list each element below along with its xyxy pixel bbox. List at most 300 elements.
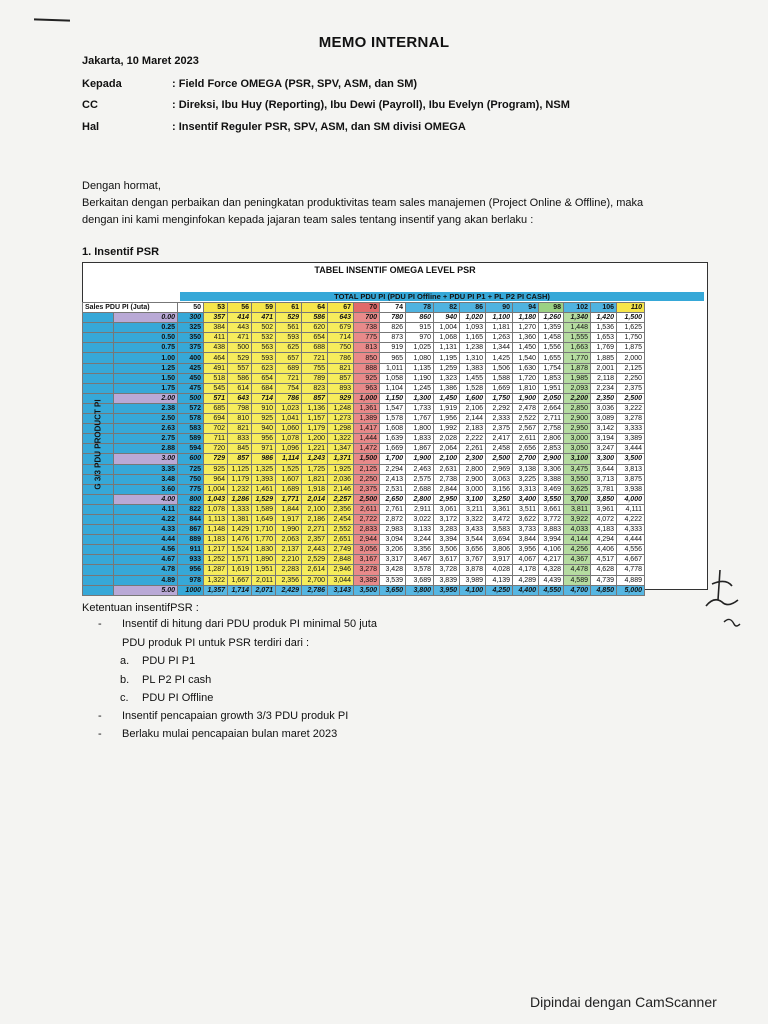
table-cell: 1,263 bbox=[486, 333, 513, 343]
table-cell: 2,700 bbox=[302, 575, 328, 585]
table-cell: 4,222 bbox=[617, 514, 645, 524]
table-cell: 643 bbox=[228, 393, 252, 403]
table-cell: 3,056 bbox=[354, 545, 380, 555]
table-cell: 3,617 bbox=[434, 555, 460, 565]
table-cell: 1,104 bbox=[380, 383, 406, 393]
side-cell bbox=[83, 383, 114, 393]
table-cell: 2,443 bbox=[302, 545, 328, 555]
table-cell: 1,710 bbox=[252, 525, 276, 535]
table-cell: 1,844 bbox=[276, 504, 302, 514]
table-cell: 1,243 bbox=[302, 454, 328, 464]
table-cell: 689 bbox=[276, 363, 302, 373]
pi-value-cell: 4.78 bbox=[113, 565, 177, 575]
base-cell: 911 bbox=[178, 545, 204, 555]
table-cell: 3,938 bbox=[617, 484, 645, 494]
table-cell: 4,100 bbox=[460, 585, 486, 595]
table-cell: 1,867 bbox=[406, 444, 434, 454]
table-cell: 2,552 bbox=[328, 525, 354, 535]
sub-b-text: PL P2 PI cash bbox=[142, 674, 212, 686]
table-cell: 1,360 bbox=[513, 333, 539, 343]
base-cell: 978 bbox=[178, 575, 204, 585]
table-row bbox=[83, 565, 645, 575]
table-cell: 919 bbox=[380, 343, 406, 353]
table-cell: 3,194 bbox=[591, 434, 617, 444]
table-cell: 2,200 bbox=[564, 393, 591, 403]
table-cell: 2,100 bbox=[302, 504, 328, 514]
table-row bbox=[83, 403, 645, 413]
table-cell: 2,210 bbox=[276, 555, 302, 565]
table-cell: 700 bbox=[354, 313, 380, 323]
table-cell: 2,700 bbox=[513, 454, 539, 464]
table-cell: 702 bbox=[204, 424, 228, 434]
table-cell: 1,286 bbox=[228, 494, 252, 504]
table-cell: 965 bbox=[380, 353, 406, 363]
table-cell: 2,375 bbox=[486, 424, 513, 434]
table-cell: 2,413 bbox=[380, 474, 406, 484]
table-cell: 1,649 bbox=[252, 514, 276, 524]
table-cell: 3,694 bbox=[486, 535, 513, 545]
table-cell: 775 bbox=[354, 333, 380, 343]
side-cell bbox=[83, 525, 114, 535]
table-cell: 1,547 bbox=[380, 403, 406, 413]
table-cell: 1,245 bbox=[406, 383, 434, 393]
table-cell: 2,500 bbox=[486, 454, 513, 464]
table-cell: 888 bbox=[354, 363, 380, 373]
table-cell: 2,064 bbox=[434, 444, 460, 454]
table-cell: 1,951 bbox=[252, 565, 276, 575]
table-cell: 857 bbox=[228, 454, 252, 464]
table-cell: 3,578 bbox=[406, 565, 434, 575]
side-cell bbox=[83, 373, 114, 383]
table-cell: 1,389 bbox=[354, 414, 380, 424]
base-cell: 889 bbox=[178, 535, 204, 545]
pen-mark bbox=[34, 18, 70, 21]
pi-value-cell: 2.00 bbox=[113, 393, 177, 403]
table-row bbox=[83, 585, 645, 595]
column-header: 56 bbox=[228, 303, 252, 313]
table-row bbox=[83, 393, 645, 403]
subject-value: : Insentif Reguler PSR, SPV, ASM, dan SM divisi OMEGA bbox=[172, 121, 466, 133]
table-cell: 1,417 bbox=[354, 424, 380, 434]
table-cell: 1,325 bbox=[252, 464, 276, 474]
table-cell: 4,628 bbox=[591, 565, 617, 575]
table-cell: 1,060 bbox=[276, 424, 302, 434]
table-row bbox=[83, 454, 645, 464]
table-cell: 3,100 bbox=[460, 494, 486, 504]
table-cell: 694 bbox=[204, 414, 228, 424]
table-cell: 1,725 bbox=[302, 464, 328, 474]
table-cell: 2,911 bbox=[406, 504, 434, 514]
table-cell: 1,667 bbox=[228, 575, 252, 585]
table-cell: 3,172 bbox=[434, 514, 460, 524]
table-cell: 1,361 bbox=[354, 403, 380, 413]
table-cell: 1,180 bbox=[513, 313, 539, 323]
table-cell: 3,063 bbox=[486, 474, 513, 484]
table-cell: 3,300 bbox=[591, 454, 617, 464]
table-cell: 929 bbox=[328, 393, 354, 403]
table-cell: 3,475 bbox=[564, 464, 591, 474]
table-cell: 1,639 bbox=[380, 434, 406, 444]
column-header: 102 bbox=[564, 303, 591, 313]
sub-c-marker: c. bbox=[120, 692, 129, 704]
table-cell: 3,506 bbox=[434, 545, 460, 555]
table-cell: 721 bbox=[302, 353, 328, 363]
base-cell: 375 bbox=[178, 343, 204, 353]
table-cell: 1,041 bbox=[276, 414, 302, 424]
table-cell: 2,969 bbox=[486, 464, 513, 474]
table-row bbox=[83, 494, 645, 504]
pi-value-cell: 1.75 bbox=[113, 383, 177, 393]
table-cell: 3,142 bbox=[591, 424, 617, 434]
table-cell: 1,669 bbox=[380, 444, 406, 454]
table-cell: 1,025 bbox=[406, 343, 434, 353]
pi-value-cell: 2.75 bbox=[113, 434, 177, 444]
table-cell: 3,222 bbox=[617, 403, 645, 413]
table-cell: 529 bbox=[276, 313, 302, 323]
table-cell: 1,771 bbox=[276, 494, 302, 504]
table-cell: 1,004 bbox=[434, 323, 460, 333]
table-cell: 4,144 bbox=[564, 535, 591, 545]
table-cell: 1,238 bbox=[460, 343, 486, 353]
table-cell: 1,114 bbox=[276, 454, 302, 464]
side-cell bbox=[83, 514, 114, 524]
table-cell: 1,259 bbox=[434, 363, 460, 373]
table-cell: 1,472 bbox=[354, 444, 380, 454]
table-cell: 1,157 bbox=[302, 414, 328, 424]
table-cell: 4,250 bbox=[486, 585, 513, 595]
table-cell: 3,544 bbox=[460, 535, 486, 545]
table-cell: 754 bbox=[276, 383, 302, 393]
table-cell: 2,651 bbox=[328, 535, 354, 545]
table-cell: 1,448 bbox=[564, 323, 591, 333]
table-cell: 3,388 bbox=[539, 474, 564, 484]
table-cell: 2,357 bbox=[302, 535, 328, 545]
table-cell: 643 bbox=[328, 313, 354, 323]
pi-value-cell: 4.67 bbox=[113, 555, 177, 565]
table-cell: 3,500 bbox=[617, 454, 645, 464]
note-bullet-3: Berlaku mulai pencapaian bulan maret 2023 bbox=[122, 728, 338, 740]
table-cell: 1,885 bbox=[591, 353, 617, 363]
table-cell: 755 bbox=[302, 363, 328, 373]
table-cell: 2,356 bbox=[276, 575, 302, 585]
table-cell: 1,221 bbox=[302, 444, 328, 454]
table-cell: 1,300 bbox=[406, 393, 434, 403]
pi-value-cell: 2.38 bbox=[113, 403, 177, 413]
table-cell: 1,540 bbox=[513, 353, 539, 363]
table-cell: 2,722 bbox=[354, 514, 380, 524]
cc-label: CC bbox=[82, 99, 98, 111]
table-cell: 3,389 bbox=[354, 575, 380, 585]
base-cell: 822 bbox=[178, 504, 204, 514]
table-cell: 3,278 bbox=[617, 414, 645, 424]
table-cell: 1,359 bbox=[539, 323, 564, 333]
table-cell: 1,571 bbox=[228, 555, 252, 565]
table-cell: 679 bbox=[328, 323, 354, 333]
table-cell: 3,917 bbox=[486, 555, 513, 565]
table-cell: 845 bbox=[228, 444, 252, 454]
side-cell bbox=[83, 585, 114, 595]
table-cell: 1,767 bbox=[406, 414, 434, 424]
table-cell: 545 bbox=[204, 383, 228, 393]
table-cell: 557 bbox=[228, 363, 252, 373]
section-heading: 1. Insentif PSR bbox=[82, 246, 160, 258]
table-cell: 1,450 bbox=[513, 343, 539, 353]
column-header: 74 bbox=[380, 303, 406, 313]
table-cell: 2,417 bbox=[486, 434, 513, 444]
table-cell: 873 bbox=[380, 333, 406, 343]
table-cell: 1,853 bbox=[539, 373, 564, 383]
table-cell: 518 bbox=[204, 373, 228, 383]
table-cell: 789 bbox=[302, 373, 328, 383]
table-cell: 1,136 bbox=[302, 403, 328, 413]
table-row bbox=[83, 575, 645, 585]
table-cell: 1,386 bbox=[434, 383, 460, 393]
table-cell: 561 bbox=[276, 323, 302, 333]
table-row bbox=[83, 484, 645, 494]
table-cell: 3,500 bbox=[354, 585, 380, 595]
table-cell: 1,096 bbox=[276, 444, 302, 454]
table-cell: 1,875 bbox=[617, 343, 645, 353]
table-cell: 1,135 bbox=[406, 363, 434, 373]
table-cell: 1,323 bbox=[434, 373, 460, 383]
table-cell: 2,529 bbox=[302, 555, 328, 565]
column-header: 94 bbox=[513, 303, 539, 313]
note-bullet-2: Insentif pencapaian growth 3/3 PDU produk PI bbox=[122, 710, 349, 722]
table-row bbox=[83, 434, 645, 444]
table-cell: 471 bbox=[252, 313, 276, 323]
column-header: 106 bbox=[591, 303, 617, 313]
table-cell: 2,454 bbox=[328, 514, 354, 524]
table-cell: 4,550 bbox=[539, 585, 564, 595]
table-cell: 4,667 bbox=[617, 555, 645, 565]
column-header: 90 bbox=[486, 303, 513, 313]
table-cell: 738 bbox=[354, 323, 380, 333]
table-cell: 2,036 bbox=[328, 474, 354, 484]
table-cell: 1,023 bbox=[276, 403, 302, 413]
table-cell: 593 bbox=[252, 353, 276, 363]
side-cell bbox=[83, 363, 114, 373]
base-cell: 350 bbox=[178, 333, 204, 343]
table-cell: 940 bbox=[434, 313, 460, 323]
table-cell: 2,011 bbox=[252, 575, 276, 585]
table-cell: 971 bbox=[252, 444, 276, 454]
column-header: 59 bbox=[252, 303, 276, 313]
table-cell: 3,700 bbox=[564, 494, 591, 504]
table-cell: 720 bbox=[204, 444, 228, 454]
table-cell: 4,106 bbox=[539, 545, 564, 555]
table-cell: 4,256 bbox=[564, 545, 591, 555]
table-cell: 3,467 bbox=[406, 555, 434, 565]
table-cell: 2,050 bbox=[539, 393, 564, 403]
note-bullet-1: Insentif di hitung dari PDU produk PI minimal 50 juta bbox=[122, 618, 377, 630]
table-cell: 1,754 bbox=[539, 363, 564, 373]
side-cell bbox=[83, 545, 114, 555]
table-cell: 1,100 bbox=[486, 313, 513, 323]
table-cell: 2,800 bbox=[406, 494, 434, 504]
column-header: 78 bbox=[406, 303, 434, 313]
table-cell: 1,461 bbox=[252, 484, 276, 494]
table-cell: 3,539 bbox=[380, 575, 406, 585]
base-cell: 933 bbox=[178, 555, 204, 565]
table-cell: 1,190 bbox=[406, 373, 434, 383]
table-cell: 1,425 bbox=[486, 353, 513, 363]
table-cell: 2,458 bbox=[486, 444, 513, 454]
table-cell: 1,506 bbox=[486, 363, 513, 373]
base-cell: 725 bbox=[178, 464, 204, 474]
table-cell: 3,469 bbox=[539, 484, 564, 494]
scanner-watermark: Dipindai dengan CamScanner bbox=[530, 994, 717, 1010]
table-cell: 1,630 bbox=[513, 363, 539, 373]
table-cell: 1,217 bbox=[204, 545, 228, 555]
table-cell: 1,810 bbox=[513, 383, 539, 393]
table-cell: 3,994 bbox=[539, 535, 564, 545]
table-cell: 1,322 bbox=[328, 434, 354, 444]
table-cell: 2,144 bbox=[460, 414, 486, 424]
table-cell: 3,167 bbox=[354, 555, 380, 565]
table-cell: 786 bbox=[276, 393, 302, 403]
table-cell: 956 bbox=[252, 434, 276, 444]
column-header: 64 bbox=[302, 303, 328, 313]
table-cell: 1,383 bbox=[460, 363, 486, 373]
table-cell: 826 bbox=[380, 323, 406, 333]
column-header: 61 bbox=[276, 303, 302, 313]
table-cell: 1,669 bbox=[486, 383, 513, 393]
base-cell: 300 bbox=[178, 313, 204, 323]
side-cell bbox=[83, 333, 114, 343]
memo-date: Jakarta, 10 Maret 2023 bbox=[82, 55, 199, 67]
table-cell: 2,611 bbox=[513, 434, 539, 444]
table-cell: 925 bbox=[204, 464, 228, 474]
table-cell: 3,428 bbox=[380, 565, 406, 575]
table-row bbox=[83, 353, 645, 363]
side-cell bbox=[83, 565, 114, 575]
table-cell: 2,429 bbox=[276, 585, 302, 595]
column-header: 53 bbox=[204, 303, 228, 313]
table-cell: 1,381 bbox=[228, 514, 252, 524]
table-cell: 4,294 bbox=[591, 535, 617, 545]
table-cell: 3,583 bbox=[486, 525, 513, 535]
table-cell: 1,340 bbox=[564, 313, 591, 323]
table-cell: 3,813 bbox=[617, 464, 645, 474]
table-row bbox=[83, 383, 645, 393]
table-cell: 414 bbox=[228, 313, 252, 323]
table-cell: 2,350 bbox=[591, 393, 617, 403]
table-cell: 3,050 bbox=[564, 444, 591, 454]
table-cell: 2,650 bbox=[380, 494, 406, 504]
table-cell: 1,830 bbox=[252, 545, 276, 555]
table-cell: 3,089 bbox=[591, 414, 617, 424]
table-cell: 1,273 bbox=[328, 414, 354, 424]
table-cell: 2,183 bbox=[460, 424, 486, 434]
table-cell: 750 bbox=[328, 343, 354, 353]
table-cell: 3,644 bbox=[591, 464, 617, 474]
table-title: TABEL INSENTIF OMEGA LEVEL PSR bbox=[314, 265, 476, 275]
notes-heading: Ketentuan insentifPSR : bbox=[82, 602, 199, 614]
table-row bbox=[83, 545, 645, 555]
table-cell: 2,522 bbox=[513, 414, 539, 424]
table-cell: 1,700 bbox=[380, 454, 406, 464]
table-cell: 3,875 bbox=[617, 474, 645, 484]
table-cell: 1,393 bbox=[252, 474, 276, 484]
table-cell: 1,058 bbox=[380, 373, 406, 383]
pi-value-cell: 2.50 bbox=[113, 414, 177, 424]
table-cell: 786 bbox=[328, 353, 354, 363]
table-cell: 798 bbox=[228, 403, 252, 413]
table-cell: 1,011 bbox=[380, 363, 406, 373]
table-cell: 3,244 bbox=[406, 535, 434, 545]
table-cell: 1,420 bbox=[591, 313, 617, 323]
table-cell: 586 bbox=[228, 373, 252, 383]
table-cell: 857 bbox=[328, 373, 354, 383]
table-cell: 3,306 bbox=[539, 464, 564, 474]
bullet-dash: - bbox=[98, 728, 102, 740]
table-cell: 4,406 bbox=[591, 545, 617, 555]
column-header: 86 bbox=[460, 303, 486, 313]
table-cell: 3,061 bbox=[434, 504, 460, 514]
table-cell: 3,022 bbox=[406, 514, 434, 524]
table-cell: 1,750 bbox=[486, 393, 513, 403]
table-cell: 3,781 bbox=[591, 484, 617, 494]
table-cell: 2,900 bbox=[539, 454, 564, 464]
table-cell: 1,150 bbox=[380, 393, 406, 403]
sub-c-text: PDU PI Offline bbox=[142, 692, 214, 704]
table-cell: 2,375 bbox=[354, 484, 380, 494]
to-label: Kepada bbox=[82, 78, 122, 90]
table-cell: 2,761 bbox=[380, 504, 406, 514]
column-header: 50 bbox=[178, 303, 204, 313]
table-row bbox=[83, 504, 645, 514]
pi-value-cell: 2.88 bbox=[113, 444, 177, 454]
table-row bbox=[83, 333, 645, 343]
table-cell: 3,728 bbox=[434, 565, 460, 575]
table-cell: 1,985 bbox=[564, 373, 591, 383]
table-cell: 2,738 bbox=[434, 474, 460, 484]
table-cell: 1,148 bbox=[204, 525, 228, 535]
table-cell: 2,125 bbox=[617, 363, 645, 373]
table-cell: 2,833 bbox=[354, 525, 380, 535]
side-cell bbox=[83, 575, 114, 585]
table-cell: 925 bbox=[252, 414, 276, 424]
table-row bbox=[83, 414, 645, 424]
side-label bbox=[88, 400, 102, 500]
table-cell: 1,429 bbox=[228, 525, 252, 535]
table-cell: 654 bbox=[302, 333, 328, 343]
table-cell: 3,811 bbox=[564, 504, 591, 514]
table-cell: 2,261 bbox=[460, 444, 486, 454]
table-cell: 1,589 bbox=[252, 504, 276, 514]
table-cell: 1,444 bbox=[354, 434, 380, 444]
table-cell: 3,225 bbox=[513, 474, 539, 484]
table-cell: 5,000 bbox=[617, 585, 645, 595]
table-cell: 357 bbox=[204, 313, 228, 323]
table-cell: 532 bbox=[252, 333, 276, 343]
table-row bbox=[83, 424, 645, 434]
table-cell: 2,900 bbox=[460, 474, 486, 484]
table-cell: 2,300 bbox=[460, 454, 486, 464]
table-cell: 2,900 bbox=[564, 414, 591, 424]
table-cell: 1,333 bbox=[228, 504, 252, 514]
base-cell: 750 bbox=[178, 474, 204, 484]
table-cell: 860 bbox=[406, 313, 434, 323]
base-cell: 450 bbox=[178, 373, 204, 383]
table-row bbox=[83, 373, 645, 383]
cc-value: : Direksi, Ibu Huy (Reporting), Ibu Dewi (Payroll), Ibu Evelyn (Program), NSM bbox=[172, 99, 570, 111]
table-cell: 2,567 bbox=[513, 424, 539, 434]
table-cell: 3,878 bbox=[460, 565, 486, 575]
table-cell: 1,750 bbox=[617, 333, 645, 343]
table-cell: 3,317 bbox=[380, 555, 406, 565]
table-cell: 1,900 bbox=[513, 393, 539, 403]
